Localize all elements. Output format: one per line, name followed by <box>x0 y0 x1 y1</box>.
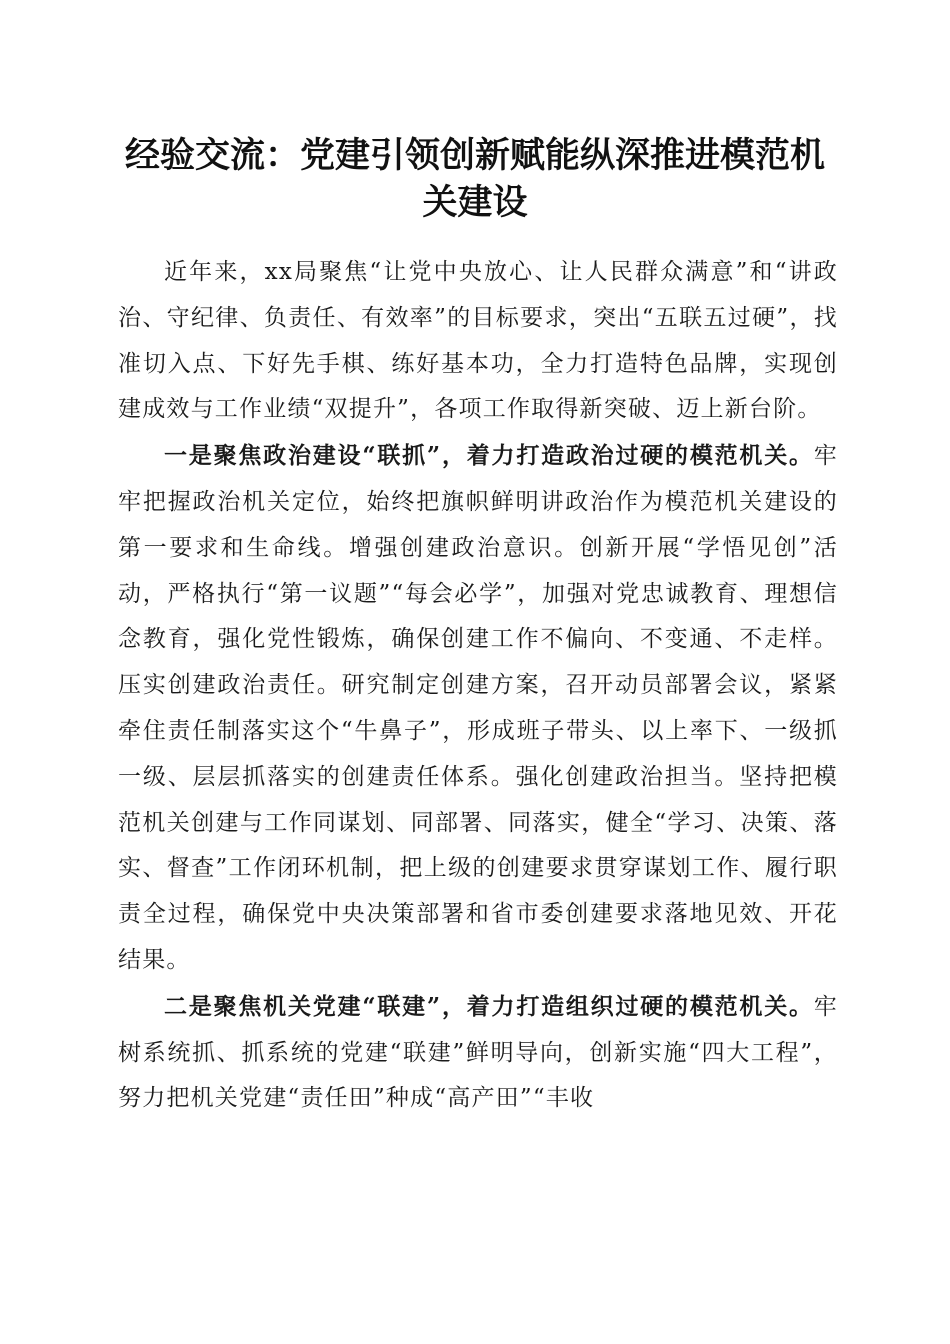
paragraph-text: 近年来，xx局聚焦“让党中央放心、让人民群众满意”和“讲政治、守纪律、负责任、有效率”的目标要求，突出“五联五过硬”，找准切入点、下好先手棋、练好基本功，全力打造特色品牌，实现创建成效与工作业绩“双提升”，各项工作取得新突破、迈上新台阶。 <box>118 259 838 423</box>
document-title: 经验交流：党建引领创新赋能纵深推进模范机关建设 <box>124 135 825 223</box>
paragraph-party-building <box>118 984 838 1122</box>
paragraph-lead: 二是聚焦机关党建“联建”，着力打造组织过硬的模范机关。 <box>164 992 814 1020</box>
paragraph-text: 牢牢把握政治机关定位，始终把旗帜鲜明讲政治作为模范机关建设的第一要求和生命线。增强创建政治意识。创新开展“学悟见创”活动，严格执行“第一议题”“每会必学”，加强对党忠诚教育、理想信念教育，强化党性锻炼，确保创建工作不偏向、不变通、不走样。压实创建政治责任。研究制定创建方案，召开动员部署会议，紧紧牵住责任制落实这个“牛鼻子”，形成班子带头、以上率下、一级抓一级、层层抓落实的创建责任体系。强化创建政治担当。坚持把模范机关创建与工作同谋划、同部署、同落实，健全“学习、决策、落实、督查”工作闭环机制，把上级的创建要求贯穿谋划工作、履行职责全过程，确保党中央决策部署和省市委创建要求落地见效、开花结果。 <box>118 443 838 973</box>
document-body <box>118 249 838 1122</box>
paragraph-intro <box>118 249 838 433</box>
paragraph-text: 牢树系统抓、抓系统的党建“联建”鲜明导向，创新实施“四大工程”，努力把机关党建“责任田”种成“高产田”“丰收 <box>118 993 838 1112</box>
paragraph-political-building <box>118 433 838 984</box>
paragraph-lead: 一是聚焦政治建设“联抓”，着力打造政治过硬的模范机关。 <box>164 442 814 470</box>
